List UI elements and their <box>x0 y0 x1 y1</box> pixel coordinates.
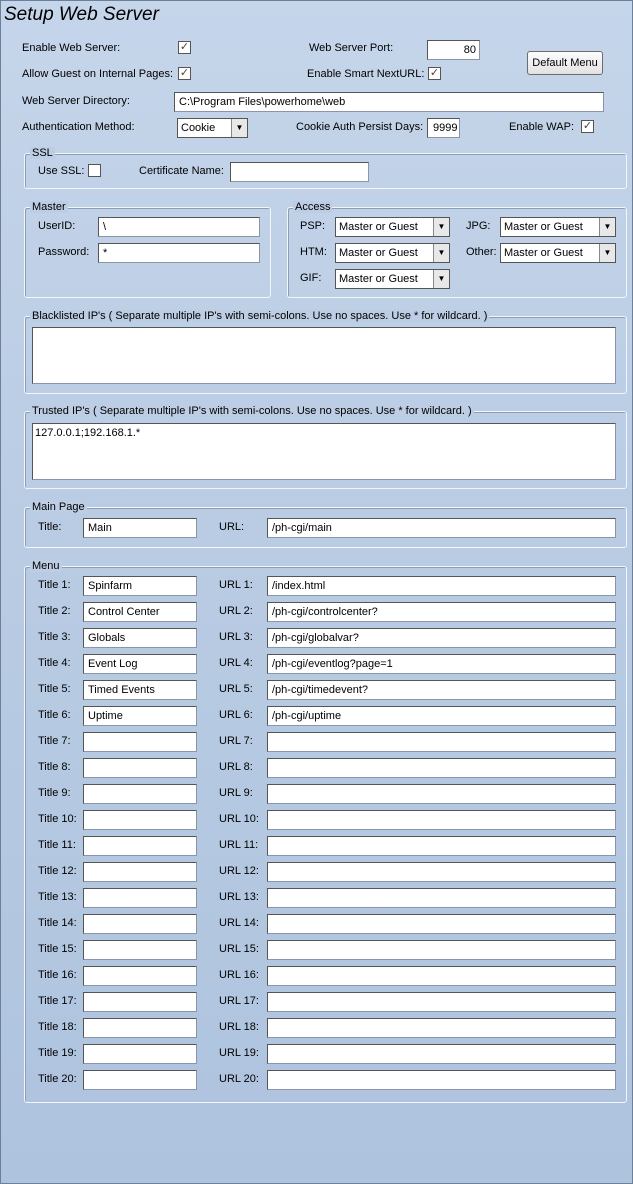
smart-nexturl-label: Enable Smart NextURL: <box>307 68 425 80</box>
main-page-group-title: Main Page <box>32 501 85 513</box>
menu-url-label: URL 6: <box>219 709 253 721</box>
chevron-down-icon[interactable]: ▼ <box>433 218 449 236</box>
blacklist-group-title: Blacklisted IP's ( Separate multiple IP's with semi-colons. Use no spaces. Use * for wildcard. ) <box>32 310 488 322</box>
menu-title-label: Title 11: <box>38 839 76 851</box>
menu-url-input[interactable]: /ph-cgi/controlcenter? <box>267 602 616 622</box>
menu-url-input[interactable] <box>267 992 616 1012</box>
menu-url-label: URL 1: <box>219 579 253 591</box>
chevron-down-icon[interactable]: ▼ <box>599 244 615 262</box>
menu-url-input[interactable]: /ph-cgi/timedevent? <box>267 680 616 700</box>
menu-url-label: URL 2: <box>219 605 253 617</box>
jpg-label: JPG: <box>466 220 491 232</box>
use-ssl-label: Use SSL: <box>38 165 85 177</box>
menu-title-label: Title 1: <box>38 579 71 591</box>
menu-title-label: Title 9: <box>38 787 71 799</box>
menu-title-label: Title 7: <box>38 735 71 747</box>
menu-url-label: URL 12: <box>219 865 259 877</box>
menu-title-input[interactable] <box>83 758 197 778</box>
menu-url-label: URL 15: <box>219 943 259 955</box>
menu-url-input[interactable]: /index.html <box>267 576 616 596</box>
menu-title-input[interactable] <box>83 1044 197 1064</box>
menu-title-label: Title 14: <box>38 917 77 929</box>
main-title-label: Title: <box>38 521 62 533</box>
password-label: Password: <box>38 246 90 258</box>
menu-title-label: Title 13: <box>38 891 77 903</box>
menu-title-input[interactable] <box>83 992 197 1012</box>
auth-method-select[interactable] <box>177 118 248 138</box>
certificate-name-label: Certificate Name: <box>139 165 224 177</box>
enable-web-server-label: Enable Web Server: <box>22 42 121 54</box>
htm-label: HTM: <box>300 246 327 258</box>
menu-title-input[interactable] <box>83 888 197 908</box>
userid-label: UserID: <box>38 220 76 232</box>
allow-guest-checkbox[interactable]: ✓ <box>179 67 190 79</box>
menu-title-input[interactable] <box>83 940 197 960</box>
gif-select[interactable] <box>335 269 450 289</box>
menu-title-label: Title 20: <box>38 1073 77 1085</box>
menu-url-input[interactable] <box>267 862 616 882</box>
menu-title-input[interactable] <box>83 732 197 752</box>
directory-input[interactable]: C:\Program Files\powerhome\web <box>174 92 604 112</box>
other-label: Other: <box>466 246 497 258</box>
web-server-port-input[interactable]: 80 <box>427 40 480 60</box>
auth-method-value: Cookie <box>181 122 216 134</box>
menu-title-label: Title 17: <box>38 995 77 1007</box>
htm-select[interactable] <box>335 243 450 263</box>
jpg-value: Master or Guest <box>504 221 583 233</box>
smart-nexturl-checkbox[interactable]: ✓ <box>429 67 440 79</box>
chevron-down-icon[interactable]: ▼ <box>231 119 247 137</box>
menu-title-input[interactable]: Spinfarm <box>83 576 197 596</box>
main-url-input[interactable]: /ph-cgi/main <box>267 518 616 538</box>
menu-title-input[interactable] <box>83 966 197 986</box>
menu-url-label: URL 4: <box>219 657 253 669</box>
ssl-group-title: SSL <box>32 147 53 159</box>
menu-title-input[interactable] <box>83 810 197 830</box>
directory-label: Web Server Directory: <box>22 95 130 107</box>
menu-url-label: URL 16: <box>219 969 259 981</box>
cookie-days-input[interactable]: 9999 <box>427 118 460 138</box>
psp-select[interactable] <box>335 217 450 237</box>
main-title-input[interactable]: Main <box>83 518 197 538</box>
cookie-days-label: Cookie Auth Persist Days: <box>296 121 424 133</box>
menu-title-input[interactable]: Timed Events <box>83 680 197 700</box>
menu-title-label: Title 18: <box>38 1021 77 1033</box>
menu-url-label: URL 14: <box>219 917 259 929</box>
enable-wap-checkbox[interactable]: ✓ <box>582 120 593 132</box>
userid-input[interactable]: \ <box>98 217 260 237</box>
menu-title-input[interactable] <box>83 784 197 804</box>
menu-title-label: Title 6: <box>38 709 71 721</box>
menu-url-label: URL 17: <box>219 995 259 1007</box>
menu-url-input[interactable] <box>267 966 616 986</box>
menu-url-input[interactable] <box>267 914 616 934</box>
certificate-name-input[interactable] <box>230 162 369 182</box>
chevron-down-icon[interactable]: ▼ <box>599 218 615 236</box>
menu-title-input[interactable] <box>83 836 197 856</box>
menu-title-input[interactable] <box>83 1070 197 1090</box>
menu-title-input[interactable]: Event Log <box>83 654 197 674</box>
enable-wap-label: Enable WAP: <box>509 121 575 133</box>
menu-url-label: URL 19: <box>219 1047 259 1059</box>
menu-title-input[interactable]: Uptime <box>83 706 197 726</box>
psp-label: PSP: <box>300 220 326 232</box>
gif-value: Master or Guest <box>339 273 418 285</box>
menu-title-label: Title 12: <box>38 865 77 877</box>
menu-url-input[interactable] <box>267 836 616 856</box>
menu-url-input[interactable] <box>267 1018 616 1038</box>
menu-url-label: URL 18: <box>219 1021 259 1033</box>
menu-url-input[interactable] <box>267 784 616 804</box>
menu-url-input[interactable] <box>267 810 616 830</box>
default-menu-button[interactable]: Default Menu <box>527 51 603 75</box>
menu-url-label: URL 13: <box>219 891 259 903</box>
psp-value: Master or Guest <box>339 221 418 233</box>
menu-url-label: URL 3: <box>219 631 253 643</box>
menu-title-label: Title 19: <box>38 1047 77 1059</box>
menu-title-input[interactable]: Control Center <box>83 602 197 622</box>
allow-guest-label: Allow Guest on Internal Pages: <box>22 68 174 80</box>
menu-url-input[interactable]: /ph-cgi/eventlog?page=1 <box>267 654 616 674</box>
menu-group-title: Menu <box>32 560 60 572</box>
trusted-group-title: Trusted IP's ( Separate multiple IP's with semi-colons. Use no spaces. Use * for wildcard. ) <box>32 405 472 417</box>
web-server-port-label: Web Server Port: <box>309 42 394 54</box>
menu-url-input[interactable] <box>267 1070 616 1090</box>
menu-url-input[interactable] <box>267 888 616 908</box>
auth-method-label: Authentication Method: <box>22 121 135 133</box>
menu-url-input[interactable] <box>267 940 616 960</box>
chevron-down-icon[interactable]: ▼ <box>433 270 449 288</box>
access-group-title: Access <box>295 201 331 213</box>
menu-url-label: URL 11: <box>219 839 259 851</box>
trusted-textarea[interactable]: 127.0.0.1;192.168.1.* <box>32 423 616 480</box>
menu-title-label: Title 4: <box>38 657 71 669</box>
use-ssl-checkbox[interactable] <box>88 164 101 177</box>
window-title: Setup Web Server <box>4 4 159 25</box>
menu-url-label: URL 8: <box>219 761 253 773</box>
menu-url-input[interactable]: /ph-cgi/uptime <box>267 706 616 726</box>
enable-web-server-checkbox[interactable]: ✓ <box>179 41 190 53</box>
menu-title-input[interactable]: Globals <box>83 628 197 648</box>
jpg-select[interactable] <box>500 217 616 237</box>
menu-url-input[interactable]: /ph-cgi/globalvar? <box>267 628 616 648</box>
menu-title-label: Title 2: <box>38 605 71 617</box>
menu-title-label: Title 8: <box>38 761 71 773</box>
menu-url-label: URL 7: <box>219 735 253 747</box>
other-select[interactable] <box>500 243 616 263</box>
menu-title-input[interactable] <box>83 1018 197 1038</box>
menu-title-label: Title 10: <box>38 813 77 825</box>
menu-title-label: Title 15: <box>38 943 77 955</box>
other-value: Master or Guest <box>504 247 583 259</box>
blacklist-textarea[interactable] <box>32 327 616 384</box>
main-url-label: URL: <box>219 521 245 533</box>
master-group-title: Master <box>32 201 66 213</box>
menu-url-input[interactable] <box>267 758 616 778</box>
menu-url-label: URL 9: <box>219 787 253 799</box>
htm-value: Master or Guest <box>339 247 418 259</box>
menu-title-label: Title 3: <box>38 631 71 643</box>
menu-title-input[interactable] <box>83 914 197 934</box>
menu-url-label: URL 10: <box>219 813 259 825</box>
chevron-down-icon[interactable]: ▼ <box>433 244 449 262</box>
menu-url-input[interactable] <box>267 732 616 752</box>
gif-label: GIF: <box>300 272 322 284</box>
menu-url-label: URL 20: <box>219 1073 259 1085</box>
menu-url-input[interactable] <box>267 1044 616 1064</box>
menu-title-input[interactable] <box>83 862 197 882</box>
password-input[interactable]: * <box>98 243 260 263</box>
menu-title-label: Title 5: <box>38 683 71 695</box>
menu-url-label: URL 5: <box>219 683 253 695</box>
menu-title-label: Title 16: <box>38 969 77 981</box>
